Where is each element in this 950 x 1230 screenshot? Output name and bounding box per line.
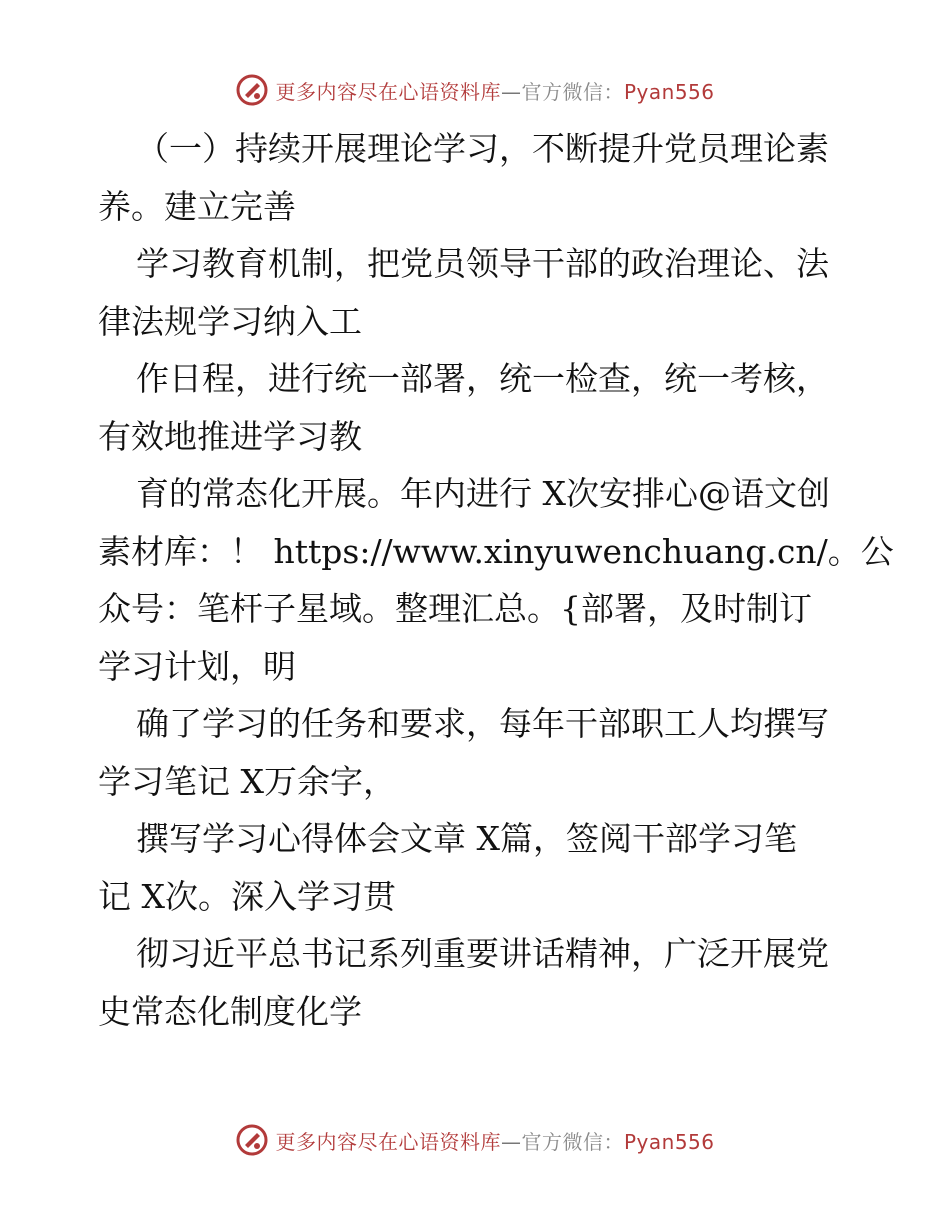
paragraph-line: （一）持续开展理论学习，不断提升党员理论素 <box>136 129 829 168</box>
watermark-middle: 官方微信： <box>521 1129 624 1154</box>
watermark-middle: 官方微信： <box>521 79 624 104</box>
paragraph-line: 律法规学习纳入工 <box>98 301 362 341</box>
paragraph-line: 素材库：！ https://www.xinyuwenchuang.cn/。公 <box>98 531 894 571</box>
watermark-text <box>275 76 714 105</box>
paragraph <box>98 810 858 925</box>
paragraph-line: 育的常态化开展。年内进行 X次安排心@语文创 <box>136 474 830 513</box>
document-body <box>98 120 894 1040</box>
paragraph-line: 学习计划，明 <box>98 646 296 686</box>
watermark-prefix: 更多内容尽在心语资料库 <box>275 79 501 104</box>
paragraph <box>98 235 858 350</box>
watermark-dash: — <box>500 79 522 104</box>
watermark-code: Pyan556 <box>623 79 715 104</box>
paragraph-line: 养。建立完善 <box>98 186 296 226</box>
paragraph-line: 有效地推进学习教 <box>98 416 362 456</box>
paragraph-line: 彻习近平总书记系列重要讲话精神，广泛开展党 <box>136 934 829 973</box>
paragraph <box>98 925 858 1040</box>
watermark-prefix: 更多内容尽在心语资料库 <box>275 1129 501 1154</box>
brand-logo-icon <box>235 1123 269 1157</box>
footer-watermark <box>0 1120 950 1160</box>
watermark-dash: — <box>500 1129 522 1154</box>
paragraph-line: 确了学习的任务和要求，每年干部职工人均撰写 <box>136 704 829 743</box>
paragraph <box>98 465 894 695</box>
paragraph-line: 作日程，进行统一部署，统一检查，统一考核， <box>136 359 829 398</box>
paragraph-line: 众号：笔杆子星域。整理汇总。{部署，及时制订 <box>98 589 812 628</box>
brand-logo-icon <box>235 73 269 107</box>
paragraph-line: 学习教育机制，把党员领导干部的政治理论、法 <box>136 244 829 283</box>
watermark-text <box>275 1126 714 1155</box>
watermark-code: Pyan556 <box>623 1129 715 1154</box>
paragraph <box>98 350 858 465</box>
paragraph <box>98 120 858 235</box>
paragraph-line: 史常态化制度化学 <box>98 991 362 1031</box>
paragraph <box>98 695 858 810</box>
header-watermark <box>0 70 950 110</box>
paragraph-line: 记 X次。深入学习贯 <box>98 876 396 916</box>
paragraph-line: 学习笔记 X万余字， <box>98 761 396 801</box>
paragraph-line: 撰写学习心得体会文章 X篇，签阅干部学习笔 <box>136 819 797 858</box>
